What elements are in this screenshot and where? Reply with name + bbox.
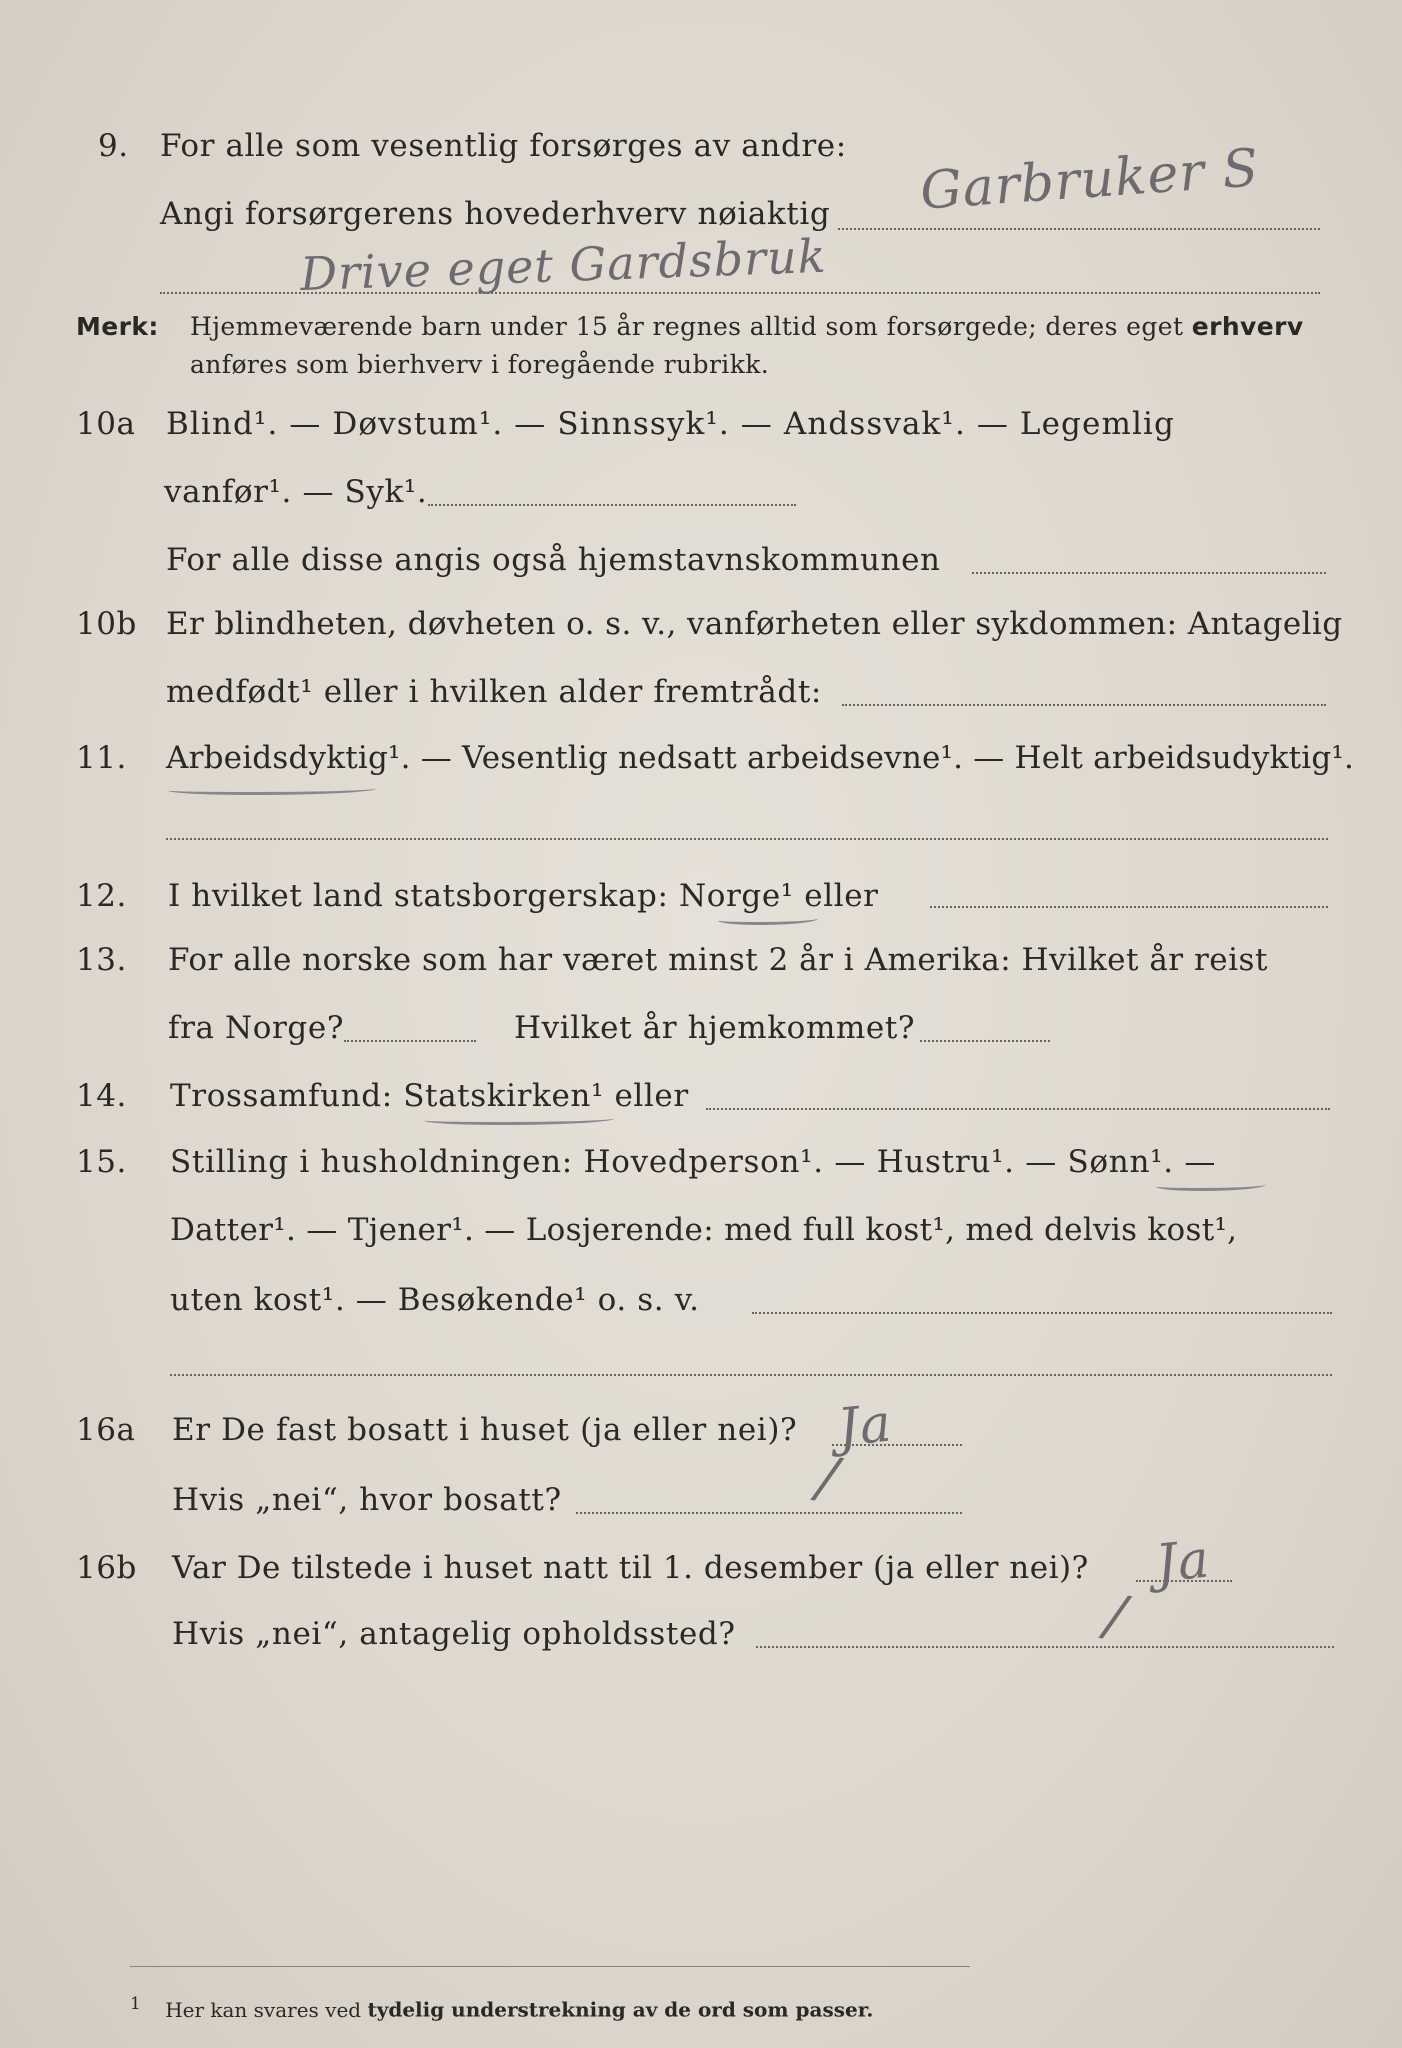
handwritten-answer: Drive eget Gardsbruk [299,228,828,302]
question-text: fra Norge? [168,1010,345,1046]
answer-line[interactable] [576,1512,962,1514]
answer-line[interactable] [166,838,1328,840]
handwritten-answer: / [813,1444,843,1513]
question-text: For alle norske som har været minst 2 år i Amerika: Hvilket år reist [168,942,1268,978]
question-text: Hvis „nei“, antagelig opholdssted? [172,1616,736,1652]
question-10b [0,606,1402,666]
question-number: 10a [76,406,136,442]
handwritten-answer: / [1101,1582,1131,1651]
question-13-line2 [0,1010,1402,1070]
question-15 [0,1144,1402,1204]
question-15-line2 [0,1212,1402,1272]
note-label: Merk: [76,312,159,341]
note-text-bold: erhverv [1191,312,1304,341]
note-text: Hjemmeværende barn under 15 år regnes alltid som forsørgede; deres eget [190,312,1184,341]
question-text: Hvis „nei“, hvor bosatt? [172,1482,562,1518]
question-number: 16a [76,1412,136,1448]
question-13 [0,942,1402,1002]
handwritten-answer: Ja [1153,1529,1213,1595]
question-text: Arbeidsdyktig¹. — Vesentlig nedsatt arbeidsevne¹. — Helt arbeidsudyktig¹. [166,740,1355,776]
question-text: uten kost¹. — Besøkende¹ o. s. v. [170,1282,700,1318]
question-text: vanfør¹. — Syk¹. [164,474,428,510]
question-16a [0,1412,1402,1472]
question-number: 15. [76,1144,127,1180]
question-text: Var De tilstede i huset natt til 1. desember (ja eller nei)? [172,1550,1089,1586]
question-number: 11. [76,740,127,776]
question-text: Blind¹. — Døvstum¹. — Sinnssyk¹. — Andssvak¹. — Legemlig [166,406,1175,442]
note-line-2 [190,350,769,379]
question-number: 10b [76,606,137,642]
footnote-rule [130,1966,970,1967]
question-text: Datter¹. — Tjener¹. — Losjerende: med full kost¹, med delvis kost¹, [170,1212,1238,1248]
question-text: Hvilket år hjemkommet? [514,1010,916,1046]
answer-line[interactable] [170,1374,1332,1376]
question-text: Trossamfund: Statskirken¹ eller [170,1078,689,1114]
answer-line[interactable] [838,228,1320,230]
answer-line[interactable] [344,1040,476,1042]
question-number: 16b [76,1550,137,1586]
note-text: anføres som bierhverv i foregående rubrikk. [190,350,770,379]
question-12 [0,878,1402,938]
handwritten-answer: Garbruker S [918,138,1262,222]
question-text: medfødt¹ eller i hvilken alder fremtrådt: [166,674,822,710]
answer-line[interactable] [706,1108,1330,1110]
answer-line[interactable] [756,1646,1334,1648]
question-text: Angi forsørgerens hovederhverv nøiaktig [160,196,831,232]
note-line-1 [190,312,1304,341]
answer-line[interactable] [752,1312,1332,1314]
question-number: 14. [76,1078,127,1114]
question-10a [0,406,1402,466]
question-text: I hvilket land statsborgerskap: Norge¹ eller [168,878,879,914]
question-text: Er blindheten, døvheten o. s. v., vanførheten eller sykdommen: Antagelig [166,606,1343,642]
answer-line[interactable] [920,1040,1050,1042]
question-text: For alle som vesentlig forsørges av andre: [160,128,847,164]
footnote-text: Her kan svares ved [165,1997,362,2022]
answer-line[interactable] [930,906,1328,908]
answer-line[interactable] [842,704,1326,706]
footnote-text-bold: tydelig understrekning av de ord som passer. [367,1997,874,2022]
note-block [76,312,159,341]
question-number: 12. [76,878,127,914]
answer-line[interactable] [428,504,796,506]
question-number: 9. [98,128,129,164]
question-text: For alle disse angis også hjemstavnskommunen [166,542,941,578]
answer-line[interactable] [972,572,1326,574]
handwritten-answer: Ja [835,1393,895,1459]
question-text: Er De fast bosatt i huset (ja eller nei)? [172,1412,798,1448]
question-number: 13. [76,942,127,978]
footnote [130,1994,873,2022]
question-text: Stilling i husholdningen: Hovedperson¹. — Hustru¹. — Sønn¹. — [170,1144,1217,1180]
footnote-marker: 1 [130,1994,141,2014]
